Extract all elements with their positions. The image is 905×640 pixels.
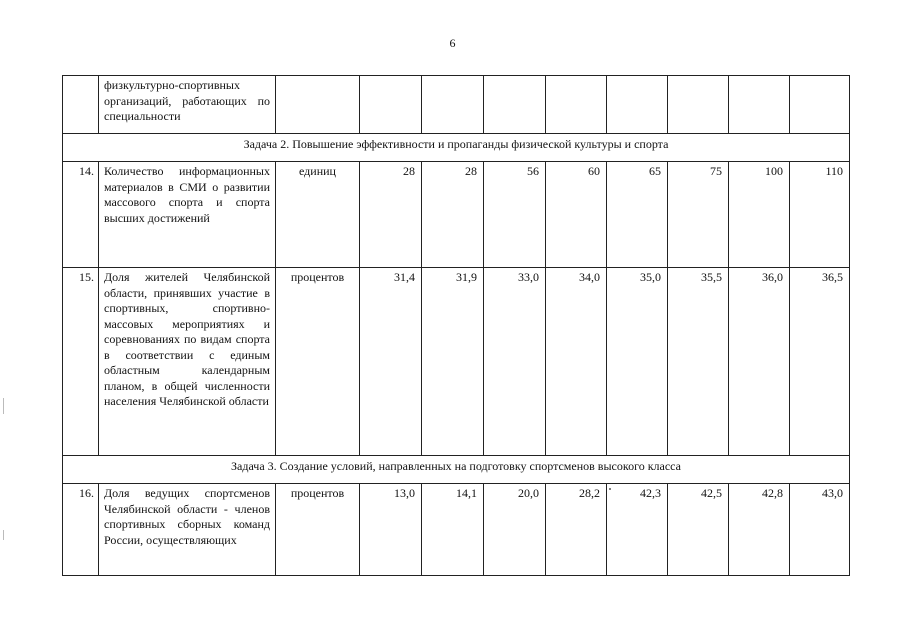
value-cell: 28,2 [546,484,607,576]
value-cell: 100 [729,162,790,268]
value-cell: 13,0 [360,484,422,576]
value-cell: 42,3 [607,484,668,576]
value-cell: 20,0 [484,484,546,576]
value-cell: 34,0 [546,268,607,456]
margin-mark [3,530,4,540]
table-row [63,484,850,576]
indicators-table [62,75,850,576]
value-cell: 56 [484,162,546,268]
unit-cell [276,76,360,134]
page-number: 6 [449,36,456,50]
task-row [63,456,850,484]
value-cell: 42,5 [668,484,729,576]
value-cell: 36,5 [790,268,850,456]
value-cell: 14,1 [422,484,484,576]
value-cell [607,76,668,134]
table-row [63,76,850,134]
task-heading: Задача 2. Повышение эффективности и пропаганды физической культуры и спорта [63,134,850,162]
value-cell [790,76,850,134]
value-cell [729,76,790,134]
value-cell: 36,0 [729,268,790,456]
value-cell: 43,0 [790,484,850,576]
table-row [63,162,850,268]
unit-cell: процентов [276,268,360,456]
row-number: 16. [63,484,99,576]
task-heading: Задача 3. Создание условий, направленных на подготовку спортсменов высокого класса [63,456,850,484]
row-number [63,76,99,134]
unit-cell: процентов [276,484,360,576]
task-row [63,134,850,162]
value-cell: 42,8 [729,484,790,576]
margin-mark [3,398,4,414]
row-number: 14. [63,162,99,268]
unit-cell: единиц [276,162,360,268]
value-cell: 31,4 [360,268,422,456]
value-cell: 65 [607,162,668,268]
value-cell: 28 [360,162,422,268]
value-cell [484,76,546,134]
value-cell: 31,9 [422,268,484,456]
value-cell: 60 [546,162,607,268]
indicator-name: Количество информационных материалов в СМИ о развитии массового спорта и спорта высших достижений [99,162,276,268]
value-cell [546,76,607,134]
value-cell [360,76,422,134]
value-cell: 75 [668,162,729,268]
indicator-name: Доля ведущих спортсменов Челябинской области - членов спортивных сборных команд России, осуществляющих [99,484,276,576]
value-cell [422,76,484,134]
row-number: 15. [63,268,99,456]
indicator-name: физкультурно-спортивных организаций, работающих по специальности [99,76,276,134]
value-cell: 110 [790,162,850,268]
value-cell: 33,0 [484,268,546,456]
value-cell [668,76,729,134]
value-cell: 28 [422,162,484,268]
indicator-name: Доля жителей Челябинской области, принявших участие в спортивных, спортивно-массовых мероприятиях и соревнованиях по видам спорта в соответствии с единым областным календарным планом, в общей численности населения Челябинской области [99,268,276,456]
value-cell: 35,0 [607,268,668,456]
value-cell: 35,5 [668,268,729,456]
table-row [63,268,850,456]
